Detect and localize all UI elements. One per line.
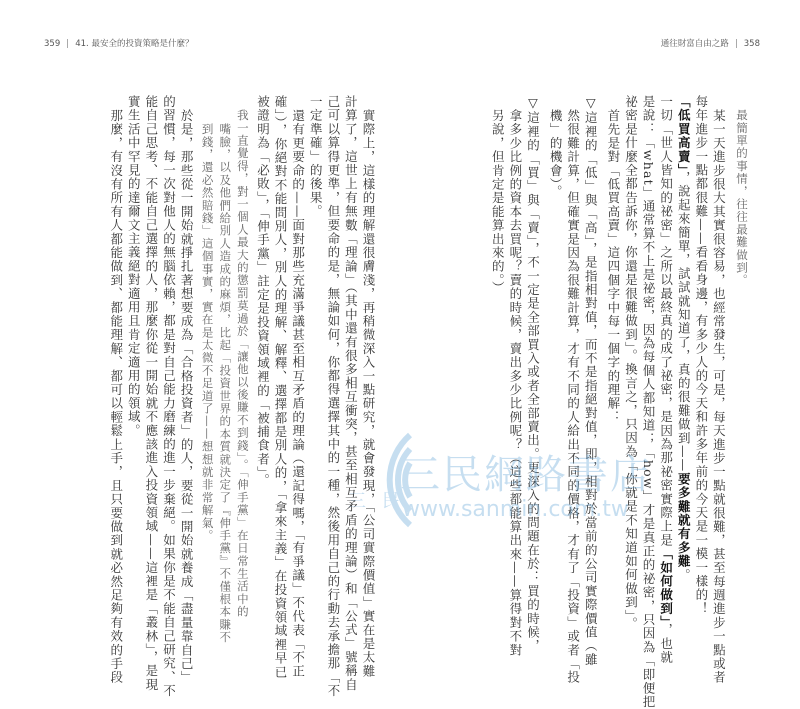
- paragraph-line: 某一天進步很大其實很容易，也經常發生，可是，每天進步一點就很難，甚至每週進步一點或者: [711, 109, 727, 685]
- paragraph-line: 計算了，這世上有無數「理論」（其中還有很多相互衝突，甚至相互矛盾的理論）和「公式」號稱自: [343, 95, 359, 692]
- book-title: 通往財富自由之路: [660, 39, 729, 49]
- text-span: 。: [676, 568, 692, 582]
- bullet-line: ▽這裡的「買」與「賣」，不一定是全部買入或者全部賣出。更深入的問題在於：買的時候，: [525, 95, 541, 653]
- watermark-title: 三民網路書店: [400, 452, 652, 498]
- paragraph-line: 那麼，有沒有所有人都能做到、都能理解、都可以輕鬆上手，且只要做到就必然足夠有效的手段: [108, 109, 124, 685]
- page-number-left: 359: [44, 39, 61, 49]
- text-span: ，說起來簡單，試試就知道了，真的很難做到——: [676, 170, 692, 473]
- bullet-line: ▽這裡的「低」與「高」，是指相對值，而不是指絕對值，即，相對於當前的公司實際價值（雖: [583, 95, 599, 667]
- left-page-header: [44, 37, 193, 49]
- paragraph-line: 能自己思考、不能自己選擇的人，那麼你從一開始就不應該進入投資領域——這裡是「叢林」，是現: [143, 95, 159, 692]
- chapter-title: 41. 最安全的投資策略是什麼？: [75, 39, 194, 49]
- bullet-line: 機」的機會）。: [548, 109, 564, 199]
- paragraph-line: 的習慣，每一次對他人的無腦依賴，都是對自己能力磨練的進一步棄絕。如果你是不能自己研究、不: [161, 95, 177, 698]
- paragraph-line: 每年進步一點都很難——看看身邊，有多少人的今天和許多年前的今天是一模一樣的！: [693, 95, 709, 616]
- bullet-line: 然很難計算，但確實是因為很難計算，才有不同的人給出不同的價格，才有了「投資」或者「投: [565, 109, 581, 685]
- page-number-right: 358: [743, 39, 760, 49]
- paragraph-line: 祕密是什麼全都告訴你，你還是很難做到」。換言之，只因為「你就是不知道如何做到」。: [623, 95, 639, 631]
- bold-phrase: 要多難就有多難: [676, 472, 692, 569]
- aside-line: 到錢，還必然賠錢」這個事實，實在是太微不足道了——想想就非常解氣。: [200, 123, 215, 543]
- paragraph-line: [657, 95, 675, 665]
- paragraph-line: 一定準確」的後果。: [308, 95, 324, 219]
- left-page-text: [107, 95, 377, 698]
- bullet-line: 另說，但肯定是能算出來的。）: [490, 109, 506, 295]
- bold-phrase: 「低買高賣」: [676, 95, 692, 171]
- text-span: 一切「世人皆知的祕密」之所以最終真的成了祕密，是因為那祕密實際上是: [658, 95, 674, 548]
- bullet-line: 拿多少比例的資本去買呢？賣的時候，賣出多少比例呢？（這些都能算出來——算得對不對: [507, 109, 523, 657]
- bold-phrase: 「如何做到」: [658, 547, 674, 624]
- paragraph-line: 首先是對「低買高賣」這四個字中每一個字的理解：: [605, 109, 621, 425]
- paragraph-line: 還有更要命的——面對那些充滿爭議甚至相互矛盾的理論（還記得嗎，「有爭議」不代表「不正: [290, 109, 306, 679]
- watermark-url: www.sanmin.com.tw: [402, 497, 629, 522]
- text-span: ，也就: [658, 623, 674, 665]
- epigraph-quote: 最簡單的事情，往往最難做到。: [735, 109, 749, 287]
- watermark-logo-text: 三民: [348, 491, 416, 512]
- paragraph-line: 實際上，這樣的理解還很膚淺，再稍微深入一點研究，就會發現，「公司實際價值」實在是太難: [361, 109, 376, 679]
- paragraph-line: 己可以算得更準，但要命的是，無論如何，你都得選擇其中的一種，然後用自己的行動去承擔那「不: [325, 95, 341, 698]
- paragraph-line-low-buy-high-sell: [675, 95, 693, 582]
- header-divider: [67, 39, 68, 48]
- right-page-header: [661, 37, 760, 49]
- paragraph-line: 於是，那些從一開始就掙扎著想要成為「合格投資者」的人，要從一開始就養成「盡量靠自己」: [179, 109, 195, 685]
- paragraph-line: 實生活中罕見的達爾文主義絕對適用且肯定適用的領域。: [126, 95, 142, 438]
- paragraph-line: 確」），你絕對不能問別人，別人的理解、解釋、選擇都是別人的，「拿來主義」在投資領域裡早已: [273, 95, 289, 680]
- aside-line: 我一直覺得，對一個人最大的懲罰莫過於「讓他以後賺不到錢」。「伸手黨」在日常生活中的: [235, 109, 250, 619]
- paragraph-line: 是說：「what」通常算不上是祕密，因為每個人都知道；「how」才是真正的祕密，只因為「即便把: [641, 95, 657, 709]
- aside-note: [198, 95, 251, 644]
- paragraph-line: 被證明為「必敗」，「伸手黨」註定是投資領域裡的「被捕食者」。: [255, 95, 271, 488]
- aside-line: 嘴臉，以及他們給別人造成的麻煩，比起「投資世界的本質就決定了『伸手黨』不僅根本賺不: [218, 123, 233, 644]
- header-divider: [736, 39, 737, 48]
- epigraph: [732, 95, 750, 515]
